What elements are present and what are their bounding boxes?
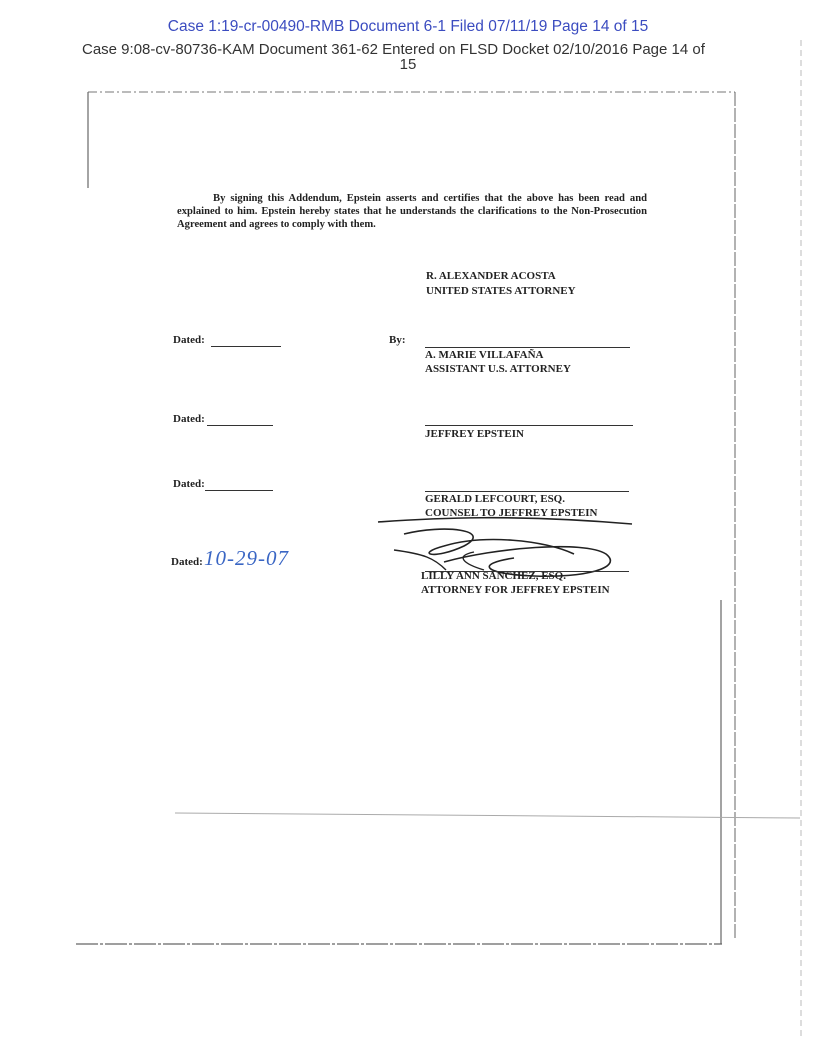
ausa-name: A. MARIE VILLAFAÑA	[425, 349, 544, 361]
dated-label-1: Dated:	[173, 334, 205, 346]
dated-label-2: Dated:	[173, 413, 205, 425]
handwritten-date: 10-29-07	[204, 546, 289, 570]
dated-label-4: Dated:	[171, 556, 203, 568]
lefcourt-name: GERALD LEFCOURT, ESQ.	[425, 493, 565, 505]
us-attorney-name: R. ALEXANDER ACOSTA	[426, 270, 556, 282]
addendum-paragraph: By signing this Addendum, Epstein asserts and certifies that the above has been read and explained to him. Epstein hereby states that he understands the clarifications to the Non-Prosecution Agreement and agrees to comply with them.	[177, 193, 647, 230]
by-label: By:	[389, 334, 406, 346]
case-header-secondary: Case 9:08-cv-80736-KAM Document 361-62 Entered on FLSD Docket 02/10/2016 Page 14 of	[82, 41, 705, 58]
dated-label-3: Dated:	[173, 478, 205, 490]
case-header-primary: Case 1:19-cr-00490-RMB Document 6-1 Filed 07/11/19 Page 14 of 15	[167, 18, 649, 35]
lefcourt-signature-line	[425, 491, 629, 492]
sanchez-title: ATTORNEY FOR JEFFREY EPSTEIN	[421, 584, 610, 596]
dated-line-1	[211, 346, 281, 347]
dated-line-3	[205, 490, 273, 491]
lefcourt-title: COUNSEL TO JEFFREY EPSTEIN	[425, 507, 598, 519]
ausa-signature-line	[425, 347, 630, 348]
sanchez-name: LILLY ANN SANCHEZ, ESQ.	[421, 570, 566, 582]
dated-line-2	[207, 425, 273, 426]
us-attorney-title: UNITED STATES ATTORNEY	[426, 285, 576, 297]
ausa-title: ASSISTANT U.S. ATTORNEY	[425, 363, 571, 375]
case-header-secondary-continued: 15	[399, 56, 417, 73]
epstein-signature-line	[425, 425, 633, 426]
epstein-name: JEFFREY EPSTEIN	[425, 428, 524, 440]
